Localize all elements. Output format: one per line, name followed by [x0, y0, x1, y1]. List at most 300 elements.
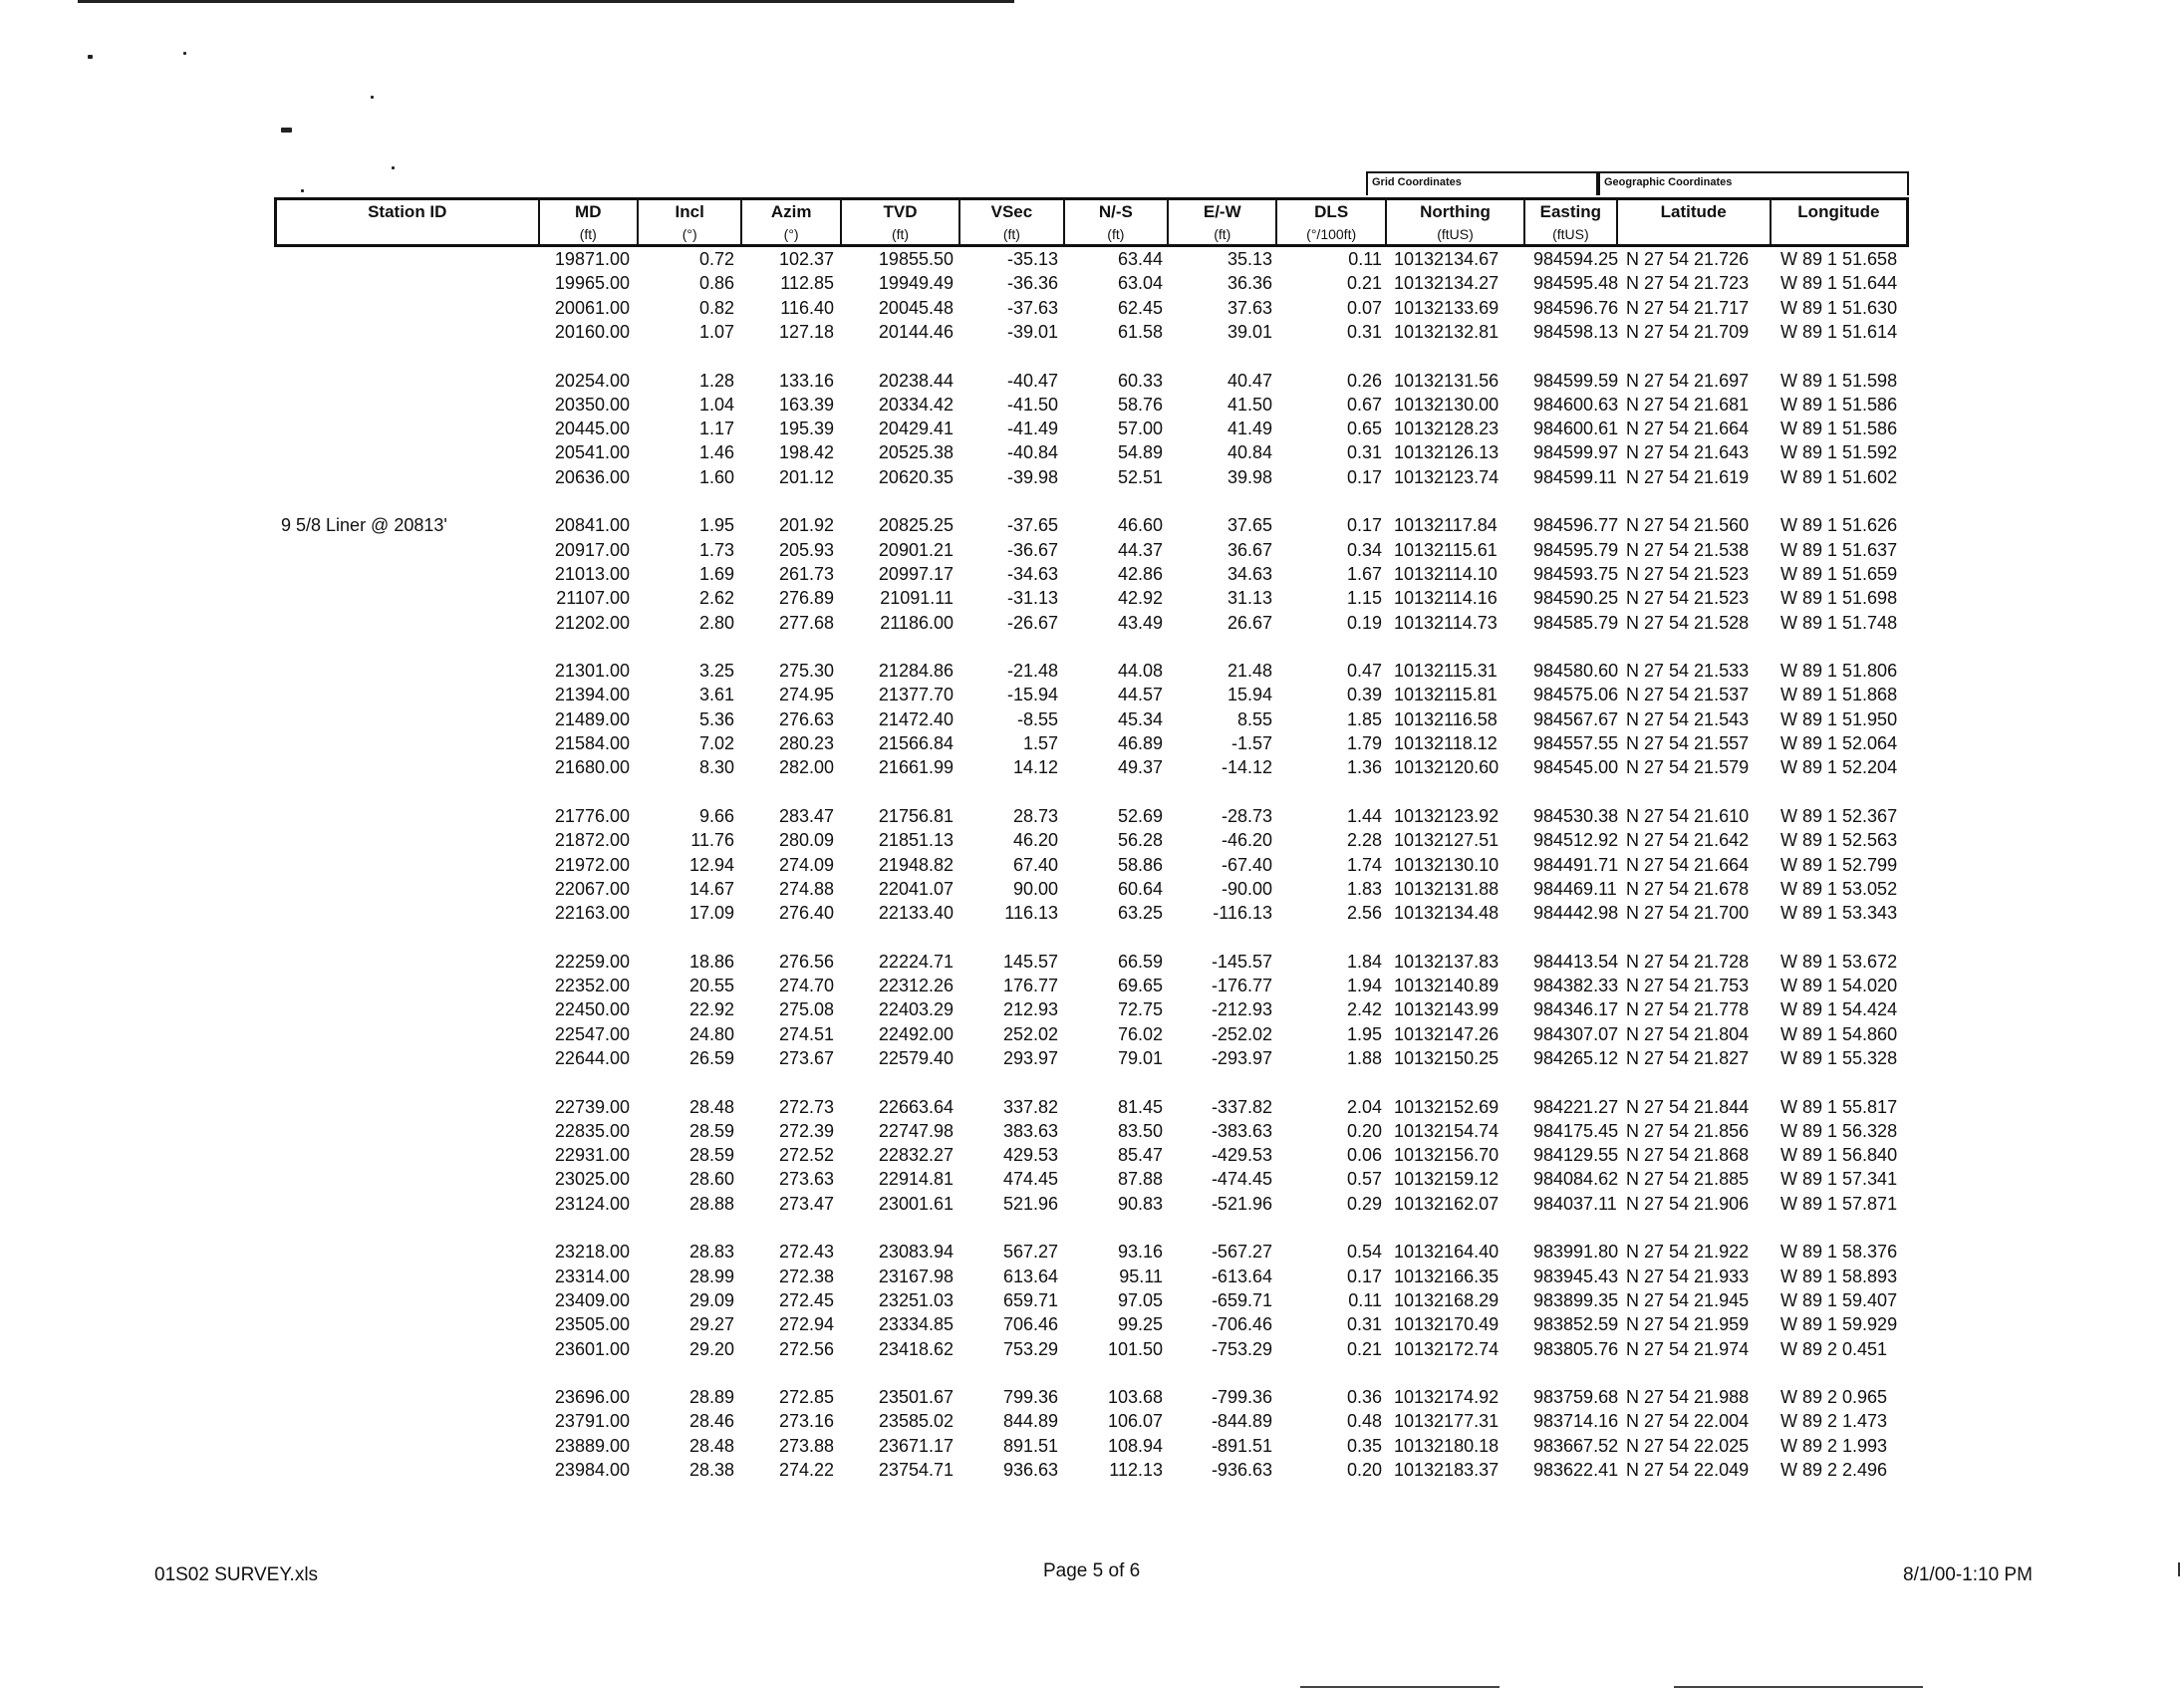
cell-longitude: W 89 1 52.064 [1780, 733, 1898, 753]
cell-md: 22163.00 [554, 903, 630, 924]
cell-azim: 283.47 [778, 805, 834, 826]
cell-latitude: N 27 54 21.856 [1626, 1120, 1750, 1141]
cell-md: 22450.00 [554, 999, 630, 1020]
cell-vsec: 212.93 [1002, 999, 1058, 1020]
scan-speck [392, 166, 395, 169]
cell-latitude: N 27 54 21.533 [1626, 661, 1750, 682]
cell-dls: 0.11 [1348, 249, 1382, 269]
cell-tvd: 22832.27 [878, 1145, 954, 1166]
cell-incl: 1.28 [698, 370, 734, 391]
cell-incl: 28.46 [688, 1411, 734, 1432]
cell-ew: 36.67 [1227, 539, 1272, 560]
cell-vsec: -35.13 [1006, 249, 1058, 269]
cell-ns: 66.59 [1117, 951, 1163, 972]
cell-northing: 10132133.69 [1394, 297, 1500, 318]
header-label: DLS [1314, 202, 1349, 221]
cell-easting: 984442.98 [1533, 903, 1619, 924]
header-incl [639, 200, 742, 244]
cell-northing: 10132154.74 [1394, 1120, 1500, 1141]
cell-northing: 10132134.67 [1394, 249, 1500, 269]
cell-easting: 984221.27 [1533, 1096, 1619, 1117]
cell-ew: -14.12 [1221, 757, 1272, 778]
cell-easting: 984413.54 [1533, 951, 1619, 972]
cell-md: 20841.00 [554, 515, 630, 536]
cell-incl: 1.95 [698, 515, 734, 536]
cell-incl: 28.38 [688, 1460, 734, 1480]
cell-tvd: 21472.40 [878, 708, 954, 729]
cell-ew: 31.13 [1227, 588, 1272, 609]
cell-vsec: -26.67 [1006, 612, 1058, 633]
cell-vsec: 1.57 [1022, 733, 1058, 753]
cell-longitude: W 89 1 53.052 [1780, 878, 1898, 899]
cell-azim: 195.39 [778, 419, 834, 439]
cell-longitude: W 89 2 2.496 [1780, 1460, 1888, 1480]
header-label: TVD [883, 202, 918, 221]
cell-azim: 201.92 [778, 515, 834, 536]
cell-vsec: -8.55 [1016, 708, 1058, 729]
cell-easting: 984265.12 [1533, 1047, 1619, 1068]
cell-ew: 36.36 [1227, 273, 1272, 294]
cell-dls: 2.28 [1346, 830, 1382, 851]
cell-dls: 0.07 [1346, 297, 1382, 318]
cell-northing: 10132147.26 [1394, 1023, 1500, 1044]
cell-ns: 63.25 [1117, 903, 1163, 924]
cell-md: 20350.00 [554, 394, 630, 415]
cell-incl: 17.09 [688, 903, 734, 924]
cell-latitude: N 27 54 21.728 [1626, 951, 1750, 972]
cell-incl: 1.46 [698, 442, 734, 463]
cell-ns: 83.50 [1117, 1120, 1163, 1141]
bottom-scan-line [1674, 1686, 1923, 1688]
cell-md: 22931.00 [554, 1145, 630, 1166]
cell-ew: -116.13 [1213, 903, 1272, 924]
cell-azim: 280.23 [778, 733, 834, 753]
cell-incl: 18.86 [688, 951, 734, 972]
cell-longitude: W 89 1 54.424 [1780, 999, 1898, 1020]
cell-ns: 46.60 [1117, 515, 1163, 536]
cell-tvd: 23585.02 [878, 1411, 954, 1432]
cell-easting: 984599.11 [1533, 466, 1617, 487]
cell-md: 23218.00 [554, 1242, 630, 1263]
cell-incl: 29.27 [688, 1314, 734, 1335]
header-unit: (°/100ft) [1306, 226, 1357, 242]
cell-easting: 984382.33 [1533, 976, 1619, 995]
cell-azim: 273.88 [778, 1435, 834, 1456]
cell-tvd: 23501.67 [878, 1387, 954, 1408]
cell-latitude: N 27 54 21.868 [1626, 1145, 1750, 1166]
cell-easting: 984346.17 [1533, 999, 1619, 1020]
cell-easting: 984595.79 [1533, 539, 1619, 560]
cell-incl: 28.83 [688, 1242, 734, 1263]
cell-tvd: 21661.99 [878, 757, 954, 778]
cell-azim: 277.68 [778, 612, 834, 633]
cell-vsec: -41.49 [1006, 419, 1058, 439]
scan-speck [183, 52, 186, 55]
cell-longitude: W 89 1 52.204 [1780, 757, 1898, 778]
cell-incl: 3.61 [698, 685, 734, 705]
cell-longitude: W 89 1 51.630 [1780, 297, 1898, 318]
cell-azim: 273.67 [778, 1047, 834, 1068]
cell-incl: 1.60 [698, 466, 734, 487]
cell-easting: 983622.41 [1533, 1460, 1619, 1480]
cell-azim: 272.45 [778, 1289, 834, 1310]
cell-ew: 39.01 [1227, 321, 1272, 342]
cell-dls: 2.42 [1346, 999, 1382, 1020]
cell-northing: 10132114.10 [1394, 563, 1498, 584]
cell-ns: 87.88 [1117, 1169, 1163, 1190]
cell-dls: 0.21 [1346, 1338, 1382, 1359]
cell-latitude: N 27 54 22.004 [1626, 1411, 1750, 1432]
cell-latitude: N 27 54 21.988 [1626, 1387, 1750, 1408]
cell-incl: 26.59 [688, 1047, 734, 1068]
cell-md: 23791.00 [554, 1411, 630, 1432]
cell-azim: 102.37 [778, 249, 834, 269]
cell-dls: 0.57 [1346, 1169, 1382, 1190]
cell-ns: 44.57 [1117, 685, 1163, 705]
cell-ns: 97.05 [1117, 1289, 1163, 1310]
cell-incl: 0.82 [698, 297, 734, 318]
cell-md: 20061.00 [554, 297, 630, 318]
cell-vsec: 567.27 [1002, 1242, 1058, 1263]
cell-northing: 10132140.89 [1394, 976, 1500, 995]
cell-dls: 1.36 [1346, 757, 1382, 778]
cell-md: 22835.00 [554, 1120, 630, 1141]
cell-tvd: 22663.64 [878, 1096, 954, 1117]
cell-dls: 1.44 [1346, 805, 1382, 826]
cell-northing: 10132117.84 [1394, 515, 1498, 536]
cell-md: 21013.00 [554, 563, 630, 584]
cell-incl: 11.76 [690, 830, 734, 851]
cell-incl: 29.09 [688, 1289, 734, 1310]
cell-ns: 52.69 [1117, 805, 1163, 826]
cell-ew: -799.36 [1211, 1387, 1272, 1408]
cell-vsec: 613.64 [1002, 1266, 1058, 1286]
cell-dls: 0.11 [1348, 1289, 1382, 1310]
cell-vsec: -40.47 [1006, 370, 1058, 391]
cell-latitude: N 27 54 21.538 [1626, 539, 1750, 560]
cell-tvd: 20620.35 [878, 466, 954, 487]
cell-incl: 28.99 [688, 1266, 734, 1286]
cell-vsec: 90.00 [1012, 878, 1058, 899]
cell-ew: -613.64 [1211, 1266, 1272, 1286]
cell-easting: 984530.38 [1533, 805, 1619, 826]
cell-vsec: 521.96 [1002, 1193, 1058, 1214]
cell-dls: 1.85 [1346, 708, 1382, 729]
cell-tvd: 21756.81 [878, 805, 954, 826]
header-label: Longitude [1797, 202, 1880, 221]
cell-incl: 2.62 [698, 588, 734, 609]
cell-ew: -706.46 [1211, 1314, 1272, 1335]
header-label: Azim [770, 202, 812, 221]
header-longitude [1772, 200, 1906, 244]
cell-vsec: -40.84 [1006, 442, 1058, 463]
cell-ew: 35.13 [1227, 249, 1272, 269]
cell-ew: 41.49 [1227, 419, 1272, 439]
cell-latitude: N 27 54 21.678 [1626, 878, 1750, 899]
cell-ns: 79.01 [1117, 1047, 1163, 1068]
cell-incl: 20.55 [688, 976, 734, 995]
cell-latitude: N 27 54 21.560 [1626, 515, 1750, 536]
cell-vsec: -21.48 [1006, 661, 1058, 682]
cell-ns: 69.65 [1117, 976, 1163, 995]
cell-dls: 0.20 [1346, 1120, 1382, 1141]
header-unit: (ft) [1002, 226, 1020, 242]
cell-longitude: W 89 1 51.658 [1780, 249, 1898, 269]
cell-northing: 10132134.27 [1394, 273, 1500, 294]
cell-latitude: N 27 54 21.922 [1626, 1242, 1750, 1263]
cell-ns: 101.50 [1107, 1338, 1163, 1359]
cell-northing: 10132159.12 [1394, 1169, 1500, 1190]
cell-latitude: N 27 54 21.804 [1626, 1023, 1750, 1044]
cell-longitude: W 89 1 51.598 [1780, 370, 1898, 391]
cell-ns: 108.94 [1107, 1435, 1163, 1456]
cell-tvd: 20238.44 [878, 370, 954, 391]
cell-tvd: 23754.71 [878, 1460, 954, 1480]
header-unit: (ft) [891, 226, 910, 242]
cell-northing: 10132180.18 [1394, 1435, 1500, 1456]
cell-incl: 24.80 [688, 1023, 734, 1044]
cell-md: 20160.00 [554, 321, 630, 342]
cell-dls: 1.74 [1346, 854, 1382, 875]
cell-northing: 10132131.56 [1394, 370, 1500, 391]
cell-ns: 76.02 [1117, 1023, 1163, 1044]
cell-latitude: N 27 54 21.723 [1626, 273, 1750, 294]
cell-dls: 1.79 [1346, 733, 1382, 753]
cell-ns: 81.45 [1117, 1096, 1163, 1117]
cell-md: 19965.00 [554, 273, 630, 294]
cell-ew: -212.93 [1211, 999, 1272, 1020]
header-northing [1387, 200, 1525, 244]
header-ew [1169, 200, 1277, 244]
cell-easting: 984307.07 [1533, 1023, 1619, 1044]
cell-dls: 0.67 [1346, 394, 1382, 415]
cell-dls: 1.84 [1346, 951, 1382, 972]
cell-latitude: N 27 54 21.557 [1626, 733, 1750, 753]
header-label: Station ID [368, 202, 447, 221]
cell-azim: 273.63 [778, 1169, 834, 1190]
cell-longitude: W 89 1 51.614 [1780, 321, 1898, 342]
cell-azim: 276.63 [778, 708, 834, 729]
cell-ns: 112.13 [1109, 1460, 1163, 1480]
cell-vsec: -36.36 [1006, 273, 1058, 294]
cell-easting: 984599.59 [1533, 370, 1619, 391]
header-unit: (°) [783, 226, 799, 242]
cell-longitude: W 89 1 51.586 [1780, 394, 1898, 415]
cell-latitude: N 27 54 22.049 [1626, 1460, 1750, 1480]
cell-latitude: N 27 54 21.778 [1626, 999, 1750, 1020]
cell-azim: 133.16 [778, 370, 834, 391]
cell-incl: 28.88 [688, 1193, 734, 1214]
header-station [277, 200, 540, 244]
cell-ew: 40.84 [1227, 442, 1272, 463]
cell-easting: 984084.62 [1533, 1169, 1619, 1190]
cell-ns: 52.51 [1117, 466, 1163, 487]
cell-latitude: N 27 54 22.025 [1626, 1435, 1750, 1456]
cell-dls: 0.31 [1346, 1314, 1382, 1335]
cell-incl: 1.17 [698, 419, 734, 439]
cell-incl: 28.48 [688, 1435, 734, 1456]
cell-tvd: 20334.42 [878, 394, 954, 415]
cell-ew: -46.20 [1221, 830, 1272, 851]
cell-vsec: 28.73 [1012, 805, 1058, 826]
cell-vsec: 176.77 [1002, 976, 1058, 995]
cell-northing: 10132126.13 [1394, 442, 1500, 463]
cell-tvd: 22914.81 [878, 1169, 954, 1190]
cell-ew: -567.27 [1211, 1242, 1272, 1263]
cell-latitude: N 27 54 21.885 [1626, 1169, 1750, 1190]
cell-tvd: 22224.71 [878, 951, 954, 972]
cell-easting: 984596.77 [1533, 515, 1619, 536]
cell-incl: 22.92 [688, 999, 734, 1020]
cell-longitude: W 89 1 51.698 [1780, 588, 1898, 609]
cell-azim: 274.70 [778, 976, 834, 995]
cell-md: 20636.00 [554, 466, 630, 487]
cell-ew: -28.73 [1221, 805, 1272, 826]
cell-longitude: W 89 1 51.626 [1780, 515, 1898, 536]
cell-northing: 10132170.49 [1394, 1314, 1500, 1335]
cell-northing: 10132115.61 [1394, 539, 1498, 560]
cell-longitude: W 89 1 51.592 [1780, 442, 1898, 463]
cell-tvd: 22579.40 [878, 1047, 954, 1068]
cell-azim: 276.40 [778, 903, 834, 924]
cell-longitude: W 89 2 0.965 [1780, 1387, 1888, 1408]
cell-tvd: 20144.46 [878, 321, 954, 342]
cell-longitude: W 89 1 51.637 [1780, 539, 1898, 560]
cell-longitude: W 89 1 51.602 [1780, 466, 1898, 487]
header-label: Incl [675, 202, 704, 221]
cell-ew: 34.63 [1227, 563, 1272, 584]
cell-azim: 272.43 [778, 1242, 834, 1263]
cell-incl: 1.73 [698, 539, 734, 560]
cell-ew: 15.94 [1227, 685, 1272, 705]
cell-easting: 984129.55 [1533, 1145, 1619, 1166]
cell-md: 20541.00 [554, 442, 630, 463]
cell-md: 22739.00 [554, 1096, 630, 1117]
cell-tvd: 20525.38 [878, 442, 954, 463]
footer-page-number: Page 5 of 6 [1043, 1560, 1141, 1581]
cell-northing: 10132127.51 [1394, 830, 1500, 851]
header-unit: (°) [682, 226, 697, 242]
cell-easting: 984598.13 [1533, 321, 1619, 342]
cell-azim: 272.73 [778, 1096, 834, 1117]
cell-vsec: 116.13 [1004, 903, 1058, 924]
cell-md: 20445.00 [554, 419, 630, 439]
cell-dls: 0.48 [1346, 1411, 1382, 1432]
cell-tvd: 23334.85 [878, 1314, 954, 1335]
cell-ew: -252.02 [1211, 1023, 1272, 1044]
cell-latitude: N 27 54 21.528 [1626, 612, 1750, 633]
cell-ew: -659.71 [1211, 1289, 1272, 1310]
cell-ew: -1.57 [1230, 733, 1272, 753]
cell-ns: 44.37 [1117, 539, 1163, 560]
cell-md: 22644.00 [554, 1047, 630, 1068]
cell-easting: 983805.76 [1533, 1338, 1619, 1359]
header-unit: (ft) [1107, 226, 1125, 242]
cell-incl: 7.02 [698, 733, 734, 753]
cell-northing: 10132132.81 [1394, 321, 1500, 342]
cell-ns: 72.75 [1117, 999, 1163, 1020]
header-unit: (ftUS) [1552, 226, 1589, 242]
cell-longitude: W 89 1 59.929 [1780, 1314, 1898, 1335]
cell-northing: 10132120.60 [1394, 757, 1500, 778]
cell-easting: 984557.55 [1533, 733, 1619, 753]
cell-md: 21489.00 [554, 708, 630, 729]
cell-tvd: 21284.86 [878, 661, 954, 682]
cell-northing: 10132130.00 [1394, 394, 1500, 415]
cell-northing: 10132166.35 [1394, 1266, 1500, 1286]
cell-md: 20254.00 [554, 370, 630, 391]
cell-longitude: W 89 1 51.868 [1780, 685, 1898, 705]
cell-ns: 42.86 [1117, 563, 1163, 584]
cell-vsec: 67.40 [1012, 854, 1058, 875]
cell-easting: 983852.59 [1533, 1314, 1619, 1335]
cell-md: 23025.00 [554, 1169, 630, 1190]
cell-dls: 0.26 [1346, 370, 1382, 391]
cell-longitude: W 89 2 1.993 [1780, 1435, 1888, 1456]
cell-longitude: W 89 1 57.871 [1780, 1193, 1898, 1214]
cell-azim: 276.56 [778, 951, 834, 972]
cell-vsec: -37.63 [1006, 297, 1058, 318]
cell-ns: 95.11 [1119, 1266, 1163, 1286]
cell-ns: 103.68 [1107, 1387, 1163, 1408]
header-md [540, 200, 639, 244]
cell-azim: 274.09 [778, 854, 834, 875]
cell-northing: 10132131.88 [1394, 878, 1500, 899]
cell-easting: 984575.06 [1533, 685, 1619, 705]
cell-easting: 983899.35 [1533, 1289, 1619, 1310]
cell-northing: 10132134.48 [1394, 903, 1500, 924]
cell-easting: 984512.92 [1533, 830, 1619, 851]
cell-md: 21107.00 [556, 588, 630, 609]
cell-northing: 10132114.73 [1394, 612, 1498, 633]
cell-dls: 0.47 [1346, 661, 1382, 682]
cell-northing: 10132115.81 [1394, 685, 1498, 705]
cell-tvd: 19855.50 [878, 249, 954, 269]
cell-ns: 106.07 [1107, 1411, 1163, 1432]
cell-md: 23889.00 [554, 1435, 630, 1456]
cell-md: 19871.00 [554, 249, 630, 269]
cell-azim: 273.16 [778, 1411, 834, 1432]
cell-md: 20917.00 [554, 539, 630, 560]
cell-azim: 272.39 [778, 1120, 834, 1141]
header-label: Northing [1420, 202, 1491, 221]
cell-latitude: N 27 54 21.643 [1626, 442, 1750, 463]
scan-speck [301, 189, 304, 192]
cell-md: 22547.00 [554, 1023, 630, 1044]
cell-easting: 984545.00 [1533, 757, 1619, 778]
cell-azim: 116.40 [780, 297, 834, 318]
cell-vsec: 383.63 [1002, 1120, 1058, 1141]
cell-incl: 12.94 [688, 854, 734, 875]
cell-longitude: W 89 1 56.840 [1780, 1145, 1898, 1166]
cell-northing: 10132143.99 [1394, 999, 1500, 1020]
header-unit: (ftUS) [1437, 226, 1474, 242]
cell-ns: 61.58 [1117, 321, 1163, 342]
cell-northing: 10132115.31 [1394, 661, 1498, 682]
cell-dls: 1.83 [1346, 878, 1382, 899]
header-ns [1065, 200, 1169, 244]
cell-vsec: -41.50 [1006, 394, 1058, 415]
cell-tvd: 21566.84 [878, 733, 954, 753]
cell-tvd: 21091.11 [880, 588, 954, 609]
cell-dls: 0.54 [1346, 1242, 1382, 1263]
cell-ew: -891.51 [1211, 1435, 1272, 1456]
cell-tvd: 23167.98 [878, 1266, 954, 1286]
cell-latitude: N 27 54 21.753 [1626, 976, 1750, 995]
cell-md: 22067.00 [554, 878, 630, 899]
cell-md: 22259.00 [554, 951, 630, 972]
cell-northing: 10132152.69 [1394, 1096, 1500, 1117]
